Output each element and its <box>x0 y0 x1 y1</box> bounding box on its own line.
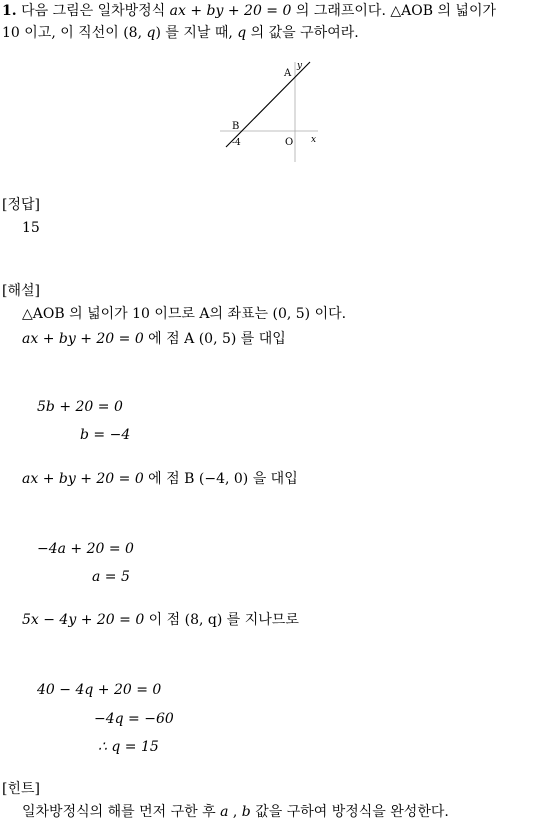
answer-value: 15 <box>22 220 40 236</box>
point-a-label: A <box>284 68 292 79</box>
solution-line-3-text: 에 점 B (−4, 0) 을 대입 <box>143 471 298 487</box>
solution-line-1: △AOB 의 넓이가 10 이므로 A의 좌표는 (0, 5) 이다. <box>22 306 347 322</box>
problem-var-q-2: q <box>237 25 247 41</box>
hint-text-a: 일차방정식의 해를 먼저 구한 후 <box>22 804 221 820</box>
hint-text <box>22 803 449 821</box>
point-b-label: B <box>232 121 240 132</box>
origin-label: O <box>285 137 294 148</box>
problem-text-2a: 10 이고, 이 직선이 (8, <box>2 25 147 41</box>
step-1a: 5b + 20 = 0 <box>37 399 123 415</box>
graph-line <box>226 62 310 147</box>
solution-line-4 <box>22 611 299 629</box>
problem-var-q: q <box>146 25 156 41</box>
step-3b: −4q = −60 <box>94 711 174 727</box>
solution-equation-3: 5x − 4y + 20 = 0 <box>22 612 145 628</box>
minus-four-label: -4 <box>232 138 241 148</box>
solution-header: [해설] <box>2 283 40 299</box>
answer-header: [정답] <box>2 197 40 213</box>
problem-equation: ax + by + 20 = 0 <box>169 3 292 19</box>
y-axis-label: y <box>297 61 303 71</box>
hint-var-a: a <box>220 804 229 820</box>
solution-equation-2: ax + by + 20 = 0 <box>22 471 144 487</box>
step-1b: b = −4 <box>80 427 131 443</box>
step-3a: 40 − 4q + 20 = 0 <box>37 682 162 698</box>
solution-line-2 <box>22 330 286 348</box>
problem-text-2c: 의 값을 구하여라. <box>246 25 359 41</box>
solution-equation-1: ax + by + 20 = 0 <box>22 331 144 347</box>
problem-text-cont: 의 그래프이다. △AOB 의 넓이가 <box>291 3 496 19</box>
hint-header: [힌트] <box>2 781 40 797</box>
step-3c: ∴ q = 15 <box>98 739 159 755</box>
step-2b: a = 5 <box>92 569 130 585</box>
problem-text-2b: ) 를 지날 때, <box>155 25 238 41</box>
graph-figure <box>0 0 534 200</box>
hint-var-b: b <box>241 804 251 820</box>
x-axis-label: x <box>311 135 317 145</box>
hint-text-sep: , <box>228 804 242 820</box>
solution-line-2-text: 에 점 A (0, 5) 를 대입 <box>143 331 286 347</box>
solution-line-4-text: 이 점 (8, q) 를 지나므로 <box>144 612 299 628</box>
solution-line-3 <box>22 470 298 488</box>
problem-number: 1. <box>2 3 17 19</box>
hint-text-b: 값을 구하여 방정식을 완성한다. <box>250 804 449 820</box>
problem-text: 다음 그림은 일차방정식 <box>21 3 170 19</box>
step-2a: −4a + 20 = 0 <box>37 541 134 557</box>
